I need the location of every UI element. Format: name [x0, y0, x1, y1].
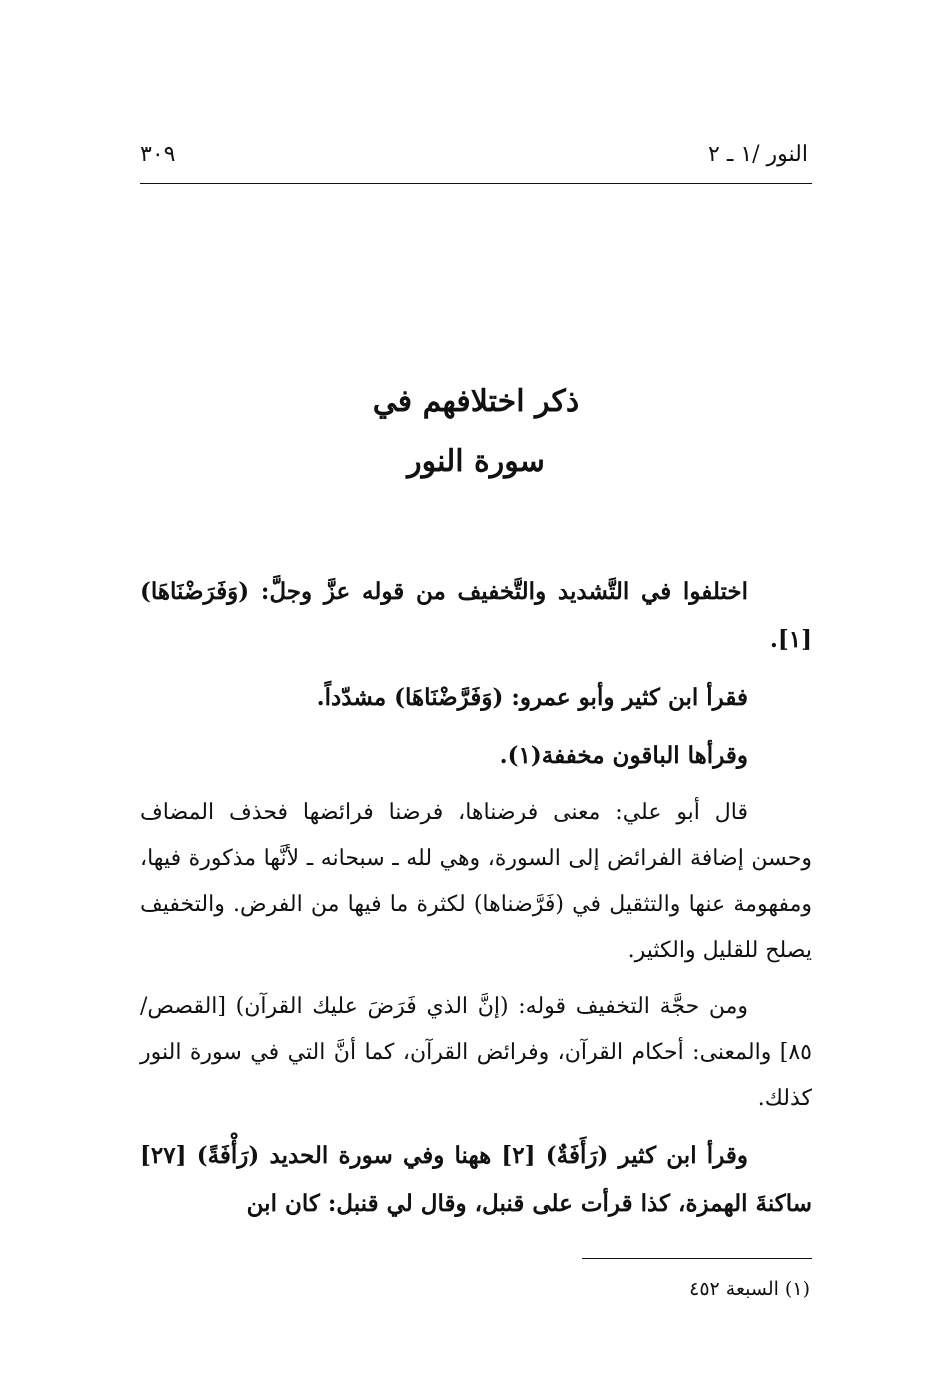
body-text: [140, 568, 812, 1238]
paragraph-others-reading: وقرأها الباقون مخففة(١).: [499, 742, 748, 769]
running-title: النور /١ ـ ٢: [708, 142, 808, 167]
footnote: (١) السبعة ٤٥٢: [689, 1278, 810, 1300]
header-divider: [140, 183, 812, 184]
paragraph-ibn-kathir-reading: فقرأ ابن كثير وأبو عمرو: (وَفَرَّضْنَاهَا) مشدّداً.: [316, 684, 748, 711]
chapter-heading: [140, 372, 812, 492]
paragraph-abu-ali-commentary: قال أبو علي: معنى فرضناها، فرضنا فرائضها فحذف المضاف وحسن إضافة الفرائض إلى السورة، وهي لله ـ سبحانه ـ لأنَّها مذكورة فيها، ومفهومة عنها والتثقيل في (فَرَّضناها) لكثرة ما فيها من الفرض. والتخفيف يصلح للقليل والكثير.: [140, 800, 812, 963]
paragraph-disagreement: اختلفوا في التَّشديد والتَّخفيف من قوله عزَّ وجلَّ: (وَفَرَضْنَاهَا) [١].: [140, 578, 812, 653]
document-page: [140, 0, 812, 1385]
page-header: [140, 142, 812, 178]
paragraph-rafa-reading: وقرأ ابن كثير (رَأَفَةٌ) [٢] ههنا وفي سورة الحديد (رَأْفَةً) [٢٧] ساكنةَ الهمزة، كذا قرأت على قنبل، وقال لي قنبل: كان ابن: [140, 1142, 812, 1217]
chapter-heading-line-1: ذكر اختلافهم في: [372, 384, 580, 419]
paragraph-lightening-argument: ومن حجَّة التخفيف قوله: (إنَّ الذي فَرَضَ عليك القرآن) [القصص/٨٥] والمعنى: أحكام القرآن، وفرائض القرآن، كما أنَّ التي في سورة النور كذلك.: [140, 994, 812, 1111]
chapter-heading-line-2: سورة النور: [407, 444, 545, 479]
footnote-divider: [582, 1258, 812, 1259]
page-number: ٣٠٩: [140, 142, 176, 167]
